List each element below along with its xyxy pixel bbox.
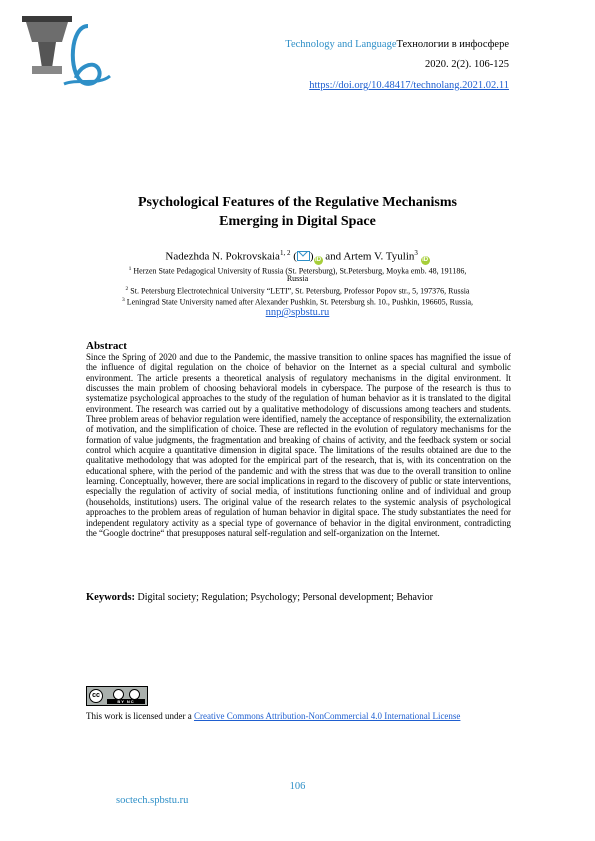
abstract-heading: Abstract bbox=[86, 340, 127, 352]
journal-name bbox=[285, 38, 509, 51]
author-2-affiliation: 3 bbox=[414, 249, 418, 257]
affiliation-2: $^2$ St. Petersburg Electrotechnical University “LETI”, St. Petersburg, Professor Popov str., 5, 197376, Russia bbox=[125, 286, 470, 296]
authors-line: Nadezhda N. Pokrovskaia$^{1, 2}$ ( ) iD and Artem V. Tyulin$^3$ iD bbox=[165, 249, 429, 263]
author-1-affiliation: 1, 2 bbox=[279, 249, 291, 257]
license-prefix: This work is licensed under a bbox=[86, 711, 192, 721]
mail-icon[interactable] bbox=[297, 251, 310, 261]
affiliation-3: $^3$ Leningrad State University named after Alexander Pushkin, St. Petersburg sh. 10., Pushkin, 196605, Russia, bbox=[121, 297, 473, 307]
journal-name-en: Technology and Language bbox=[285, 39, 397, 50]
page-number: 106 bbox=[289, 781, 306, 792]
journal-logo bbox=[18, 12, 118, 94]
author-1-name: Nadezhda N. Pokrovskaia bbox=[165, 250, 280, 263]
title-line-1: Psychological Features of the Regulative Mechanisms bbox=[138, 195, 457, 210]
journal-name-ru: Технологии в инфосфере bbox=[396, 39, 509, 50]
license-statement bbox=[86, 711, 460, 721]
contact-email[interactable]: nnp@spbstu.ru bbox=[265, 307, 330, 318]
title-line-2: Emerging in Digital Space bbox=[219, 214, 376, 229]
license-link[interactable]: Creative Commons Attribution-NonCommercial 4.0 International License bbox=[193, 711, 461, 721]
author-2-name: Artem V. Tyulin bbox=[343, 250, 415, 263]
cc-badge-strip: BY NC bbox=[107, 699, 145, 704]
author-connector: and bbox=[325, 250, 342, 263]
article-title bbox=[80, 193, 515, 231]
orcid-icon[interactable]: iD bbox=[422, 256, 429, 263]
cc-icon: cc bbox=[89, 689, 103, 703]
footer-site-link[interactable]: soctech.spbstu.ru bbox=[116, 795, 189, 806]
affiliation-1: $^1$ Herzen State Pedagogical University of Russia (St. Petersburg), St.Petersburg, Moyka emb. 48, 191186, bbox=[128, 266, 467, 276]
cc-license-badge[interactable] bbox=[86, 686, 148, 706]
abstract-text: Since the Spring of 2020 and due to the Pandemic, the massive transition to online spaces has magnified the issue of the influence of digital regulation on the choice of behavior on the Internet as a special cultural and symbolic environment. The article presents a theoretical analysis of regulatory mechanisms in the digital environment. It discusses the main problem of choosing behavioral models in cyberspace. The purpose of the research is thus to systematize psychological approaches to the study of the regulation of human behavior as it is translated to the digital environment. The research was carried out by a qualitative methodology of discussions among teachers and students. Three problem areas of behavior regulation were identified, namely the acceptance of responsibility, the externalization of motivation, and the simplification of choice. These are reflected in the evolution of regulatory mechanisms for the formation of value judgments, the fragmentation and breaking of chains of activity, and the feedback system or social control which acquire a quantitative dimension in digital space. The limitations of the results obtained are due to the qualitative methodology that was adopted for the empirical part of the research, that is, with its concentration on the educational sphere, with the period of the pandemic and with the stress that was due to the overall transition to online learning. Conceptually, however, there are social implications in regard to the discovery of public or state interventions, especially the regulation of activity of social media, of institutions functioning online and of individual and group (households, institutions) users. The original value of the research relates to the systemic analysis of psychological approaches to the problem areas of regulation of human behavior in digital space. The study substantiates the need for independent regulatory activity as a special type of governance of behavior in the digital environment, contradicting the “Google doctrine“ that presupposes natural self-regulation and self-organization on the Internet. bbox=[86, 352, 511, 538]
orcid-icon[interactable]: iD bbox=[315, 256, 322, 263]
affiliation-1-country: Russia bbox=[286, 274, 309, 283]
issue-info: 2020. 2(2). 106-125 bbox=[425, 59, 509, 70]
keywords-list: Digital society; Regulation; Psychology; Personal development; Behavior bbox=[137, 592, 434, 603]
keywords bbox=[86, 592, 433, 603]
keywords-label: Keywords: bbox=[86, 592, 135, 603]
doi-link[interactable]: https://doi.org/10.48417/technolang.2021.02.11 bbox=[309, 80, 509, 91]
